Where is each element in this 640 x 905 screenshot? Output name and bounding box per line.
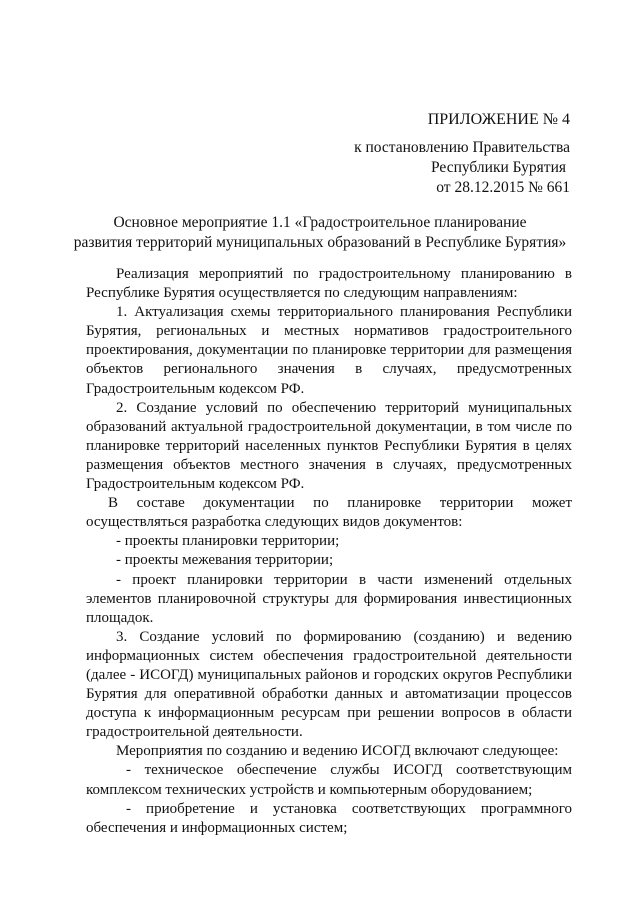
list-item-software: - приобретение и установка соответствующих программного обеспечения и информационных систем; <box>86 800 572 836</box>
government-line: Республики Бурятия <box>431 159 566 176</box>
paragraph-item-1: 1. Актуализация схемы территориального планирования Республики Бурятия, региональных и местных нормативов градостроительного проектирования, документации по планировке территории для размещения объектов регионального значения в случаях, предусмотренных Градостроительным кодексом РФ. <box>86 304 572 397</box>
document-title <box>70 213 570 253</box>
title-line-1: Основное мероприятие 1.1 «Градостроительное планирование <box>113 214 527 231</box>
paragraph-item-3: 3. Создание условий по формированию (созданию) и ведению информационных систем обеспечения градостроительной деятельности (далее - ИСОГД) муниципальных районов и городских округов Республики Бурятия для оперативной обработки данных и автоматизации процессов доступа к информационным ресурсам при решении вопросов в области градостроительной деятельности. <box>86 628 572 741</box>
document-body <box>86 265 572 838</box>
title-line-2: развития территорий муниципальных образований в Республике Бурятия» <box>73 234 567 251</box>
paragraph-documents: В составе документации по планировке территории может осуществляться разработка следующих видов документов: <box>86 495 572 531</box>
list-item-surveying: - проекты межевания территории; <box>116 552 334 569</box>
date-number-line: от 28.12.2015 № 661 <box>436 179 570 196</box>
list-item-investment: - проект планировки территории в части изменений отдельных элементов планировочной структуры для формирования инвестиционных площадок. <box>86 571 572 626</box>
appendix-header <box>354 110 570 198</box>
paragraph-intro: Реализация мероприятий по градостроительному планированию в Республике Бурятия осуществляется по следующим направлениям: <box>86 266 572 302</box>
appendix-number: ПРИЛОЖЕНИЕ № 4 <box>427 111 570 128</box>
paragraph-isogd-measures: Мероприятия по созданию и ведению ИСОГД включают следующее: <box>116 743 559 760</box>
paragraph-item-2: 2. Создание условий по обеспечению территорий муниципальных образований актуальной градостроительной документации, в том числе по планировке территорий населенных пунктов Республики Бурятия в целях размещения объектов местного значения в случаях, предусмотренных Градостроительным кодексом РФ. <box>86 399 572 493</box>
list-item-technical: - техническое обеспечение службы ИСОГД соответствующим комплексом технических устройств и компьютерным оборудованием; <box>86 762 572 798</box>
list-item-planning: - проекты планировки территории; <box>116 533 340 550</box>
resolution-line: к постановлению Правительства <box>354 139 570 156</box>
